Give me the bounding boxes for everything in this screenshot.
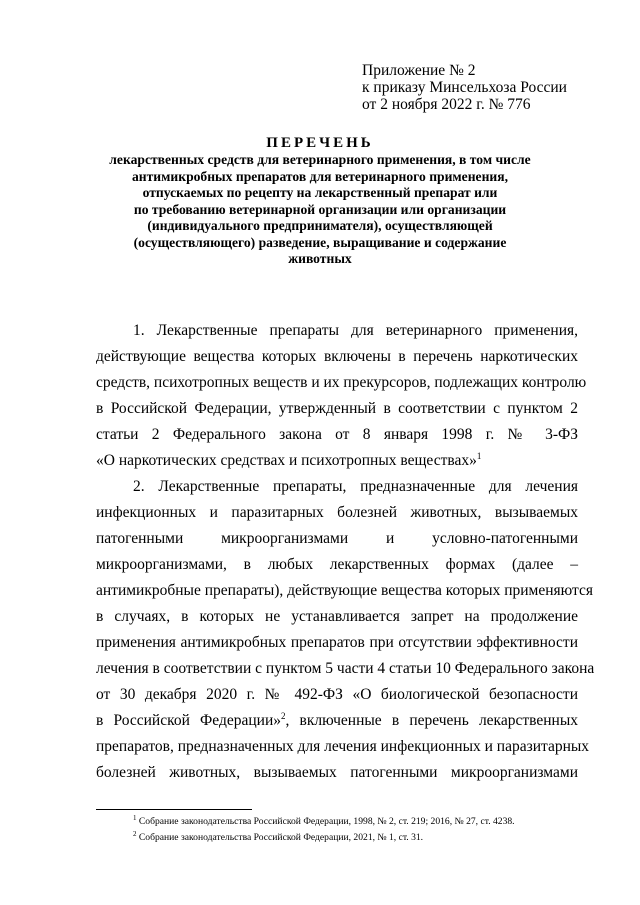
subtitle-line: (осуществляющего) разведение, выращивание и содержание [133,234,507,250]
paragraph-line: патогенными микроорганизмами и условно-патогенными [96,530,578,547]
subtitle-line: антимикробных препаратов для ветеринарного применения, [132,168,508,184]
paragraph-line: болезней животных, вызываемых патогенными микроорганизмами [96,764,578,781]
document-subtitle [80,152,560,268]
footnote-separator [96,809,252,810]
paragraph-line: инфекционных и паразитарных болезней животных, вызываемых [96,504,578,521]
footnote-2 [133,829,424,844]
paragraph-line: действующие вещества которых включены в перечень наркотических [96,348,578,365]
footnote-ref-1: 1 [476,450,482,461]
paragraph-line [96,712,578,738]
paragraph-line: препаратов, предназначенных для лечения инфекционных и паразитарных [96,738,590,755]
annex-number: Приложение № 2 [362,62,476,79]
paragraph-line: микроорганизмами, в любых лекарственных формах (далее – [96,556,578,573]
subtitle-line: (индивидуального предпринимателя), осуществляющей [147,218,493,233]
footnote-mark: 2 [133,829,137,838]
document-title: ПЕРЕЧЕНЬ [266,135,374,151]
subtitle-line: отпускаемых по рецепту на лекарственный препарат или [142,185,498,200]
paragraph-line: статьи 2 Федерального закона от 8 января 1998 г. № 3-ФЗ [96,426,578,443]
paragraph-line: в случаях, в которых не устанавливается запрет на продолжение [96,608,578,625]
subtitle-line: по требованию ветеринарной организации или организации [133,201,507,217]
paragraph-line: применения антимикробных препаратов при отсутствии эффективности [96,634,578,651]
paragraph-line: от 30 декабря 2020 г. № 492-ФЗ «О биологической безопасности [96,686,578,703]
paragraph-line: средств, психотропных веществ и их прекурсоров, подлежащих контролю [96,374,587,391]
annex-order-ref: к приказу Минсельхоза России [362,79,567,96]
paragraph-line: антимикробные препараты), действующие вещества которых применяются [96,582,593,599]
footnote-mark: 1 [133,813,137,822]
footnote-text: Собрание законодательства Российской Федерации, 1998, № 2, ст. 219; 2016, № 27, ст. 4238. [138,816,515,827]
paragraph-line: лечения в соответствии с пунктом 5 части 4 статьи 10 Федерального закона [96,660,595,677]
paragraph-line-text: , включенные в перечень лекарственных [285,712,578,729]
paragraph-line [96,452,578,478]
annex-header [362,62,567,113]
footnote-ref-2: 2 [281,710,286,721]
paragraph-line-text: в Российской Федерации» [96,712,281,729]
paragraph-line: 1. Лекарственные препараты для ветеринарного применения, [133,322,578,339]
subtitle-line: животных [288,251,352,266]
paragraph-line: в Российской Федерации, утвержденный в соответствии с пунктом 2 [96,400,578,417]
footnote-1 [133,813,515,828]
paragraph-line: 2. Лекарственные препараты, предназначенные для лечения [133,478,578,495]
paragraph-line-text: «О наркотических средствах и психотропных веществах» [96,452,477,469]
subtitle-line: лекарственных средств для ветеринарного применения, в том числе [109,152,531,167]
footnote-text: Собрание законодательства Российской Федерации, 2021, № 1, ст. 31. [138,832,424,843]
annex-order-date: от 2 ноября 2022 г. № 776 [362,96,531,113]
